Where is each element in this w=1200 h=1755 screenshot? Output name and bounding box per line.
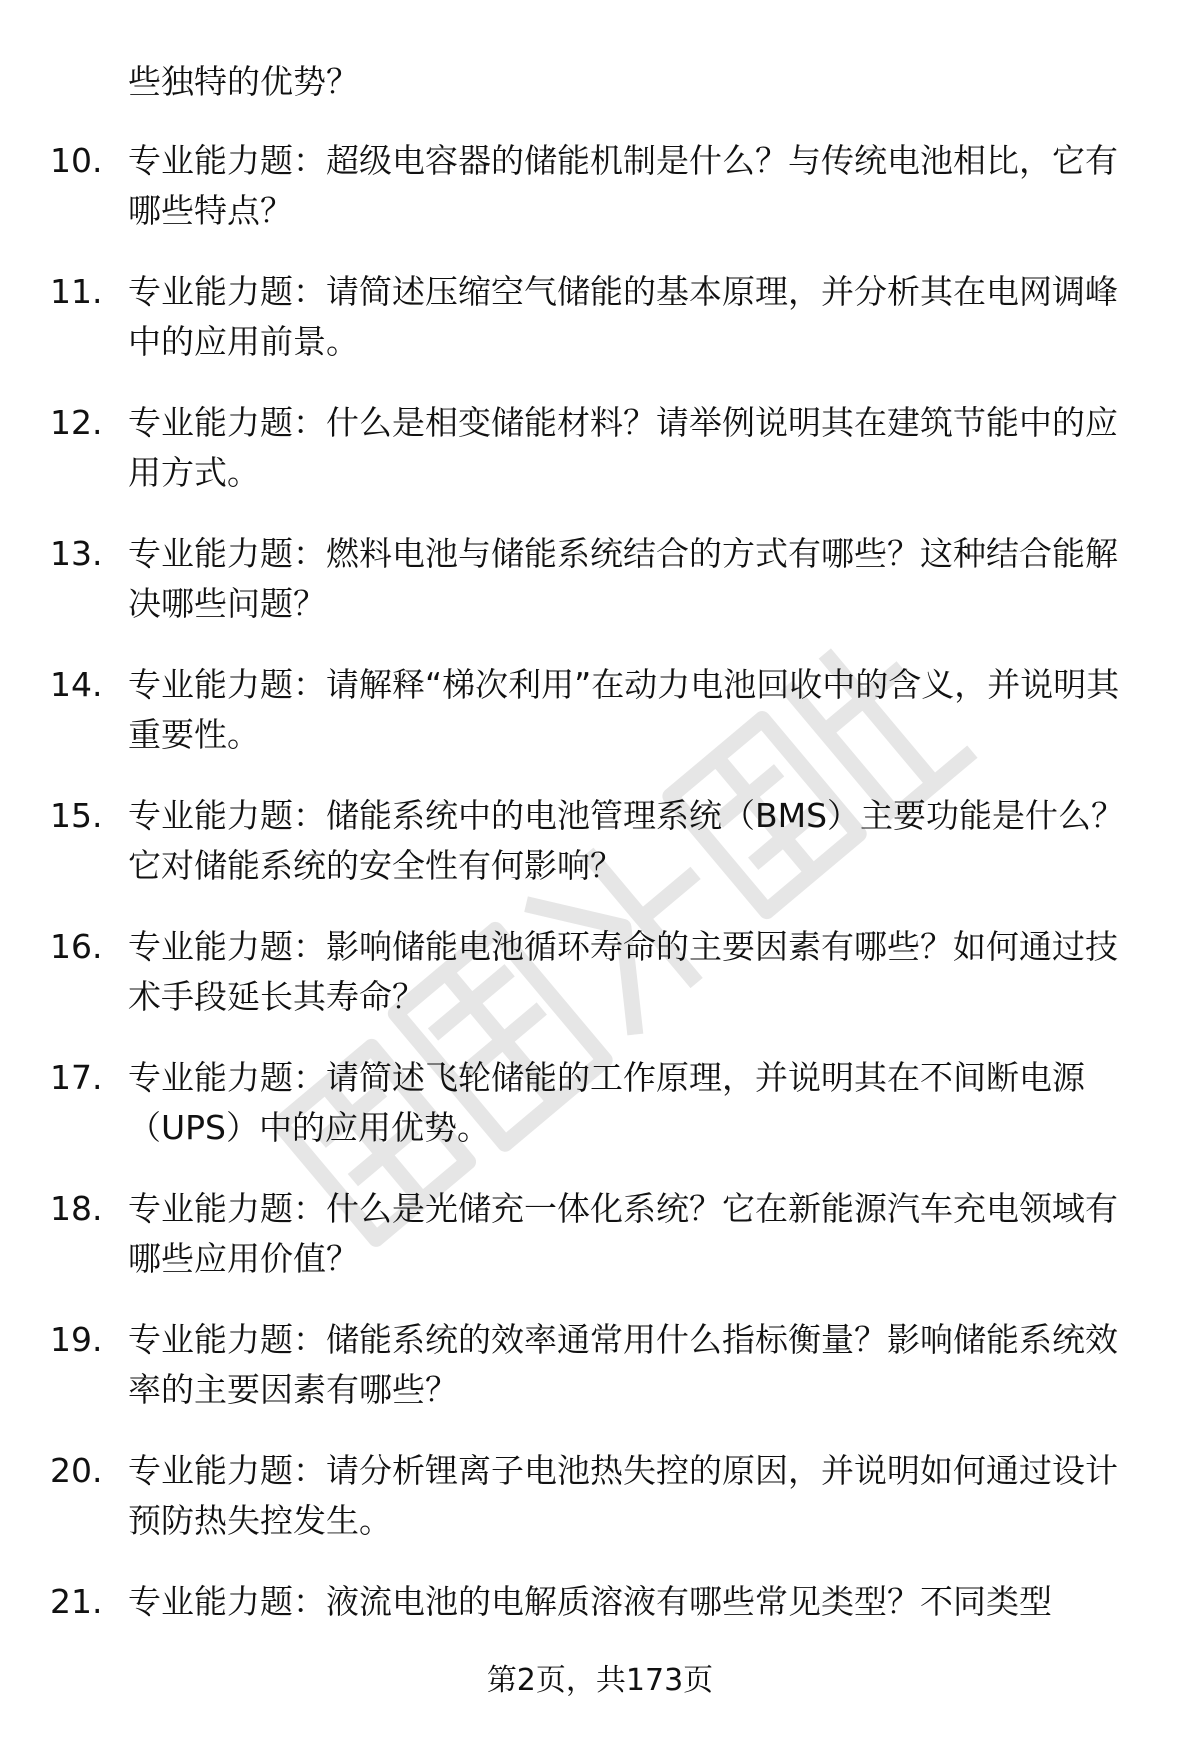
question-number: 10. [50, 141, 103, 180]
question-item [0, 1446, 1200, 1577]
question-text: 专业能力题：什么是光储充一体化系统？它在新能源汽车充电领域有哪些应用价值？ [128, 1189, 1118, 1278]
question-text: 专业能力题：燃料电池与储能系统结合的方式有哪些？这种结合能解决哪些问题？ [128, 534, 1118, 623]
question-number: 11. [50, 272, 103, 311]
question-text: 专业能力题：储能系统中的电池管理系统（BMS）主要功能是什么？它对储能系统的安全性有何影响？ [128, 796, 1125, 885]
question-item [0, 529, 1200, 660]
question-item [0, 1053, 1200, 1184]
question-text: 专业能力题：影响储能电池循环寿命的主要因素有哪些？如何通过技术手段延长其寿命？ [128, 927, 1118, 1016]
question-item [0, 1184, 1200, 1315]
question-number: 17. [50, 1058, 103, 1097]
question-number: 21. [50, 1582, 103, 1621]
question-item [0, 660, 1200, 791]
question-item [0, 136, 1200, 267]
question-list [0, 136, 1200, 1708]
question-number: 14. [50, 665, 103, 704]
question-number: 15. [50, 796, 103, 835]
question-number: 13. [50, 534, 103, 573]
question-text: 专业能力题：储能系统的效率通常用什么指标衡量？影响储能系统效率的主要因素有哪些？ [128, 1320, 1118, 1409]
question-text: 专业能力题：液流电池的电解质溶液有哪些常见类型？不同类型 [128, 1582, 1052, 1621]
question-item [0, 922, 1200, 1053]
page-footer: 第2页，共173页 [486, 1663, 714, 1698]
question-item [0, 398, 1200, 529]
question-number: 18. [50, 1189, 103, 1228]
question-text: 专业能力题：什么是相变储能材料？请举例说明其在建筑节能中的应用方式。 [128, 403, 1118, 492]
question-number: 20. [50, 1451, 103, 1490]
question-text: 专业能力题：请分析锂离子电池热失控的原因，并说明如何通过设计预防热失控发生。 [128, 1451, 1118, 1540]
continuation-line: 些独特的优势？ [128, 62, 359, 101]
question-text: 专业能力题：请解释“梯次利用”在动力电池回收中的含义，并说明其重要性。 [128, 665, 1120, 754]
question-item [0, 791, 1200, 922]
question-text: 专业能力题：请简述飞轮储能的工作原理，并说明其在不间断电源（UPS）中的应用优势。 [128, 1058, 1085, 1147]
question-item [0, 1315, 1200, 1446]
question-item [0, 267, 1200, 398]
question-number: 16. [50, 927, 103, 966]
question-number: 12. [50, 403, 103, 442]
question-text: 专业能力题：超级电容器的储能机制是什么？与传统电池相比，它有哪些特点？ [128, 141, 1118, 230]
question-text: 专业能力题：请简述压缩空气储能的基本原理，并分析其在电网调峰中的应用前景。 [128, 272, 1118, 361]
question-number: 19. [50, 1320, 103, 1359]
